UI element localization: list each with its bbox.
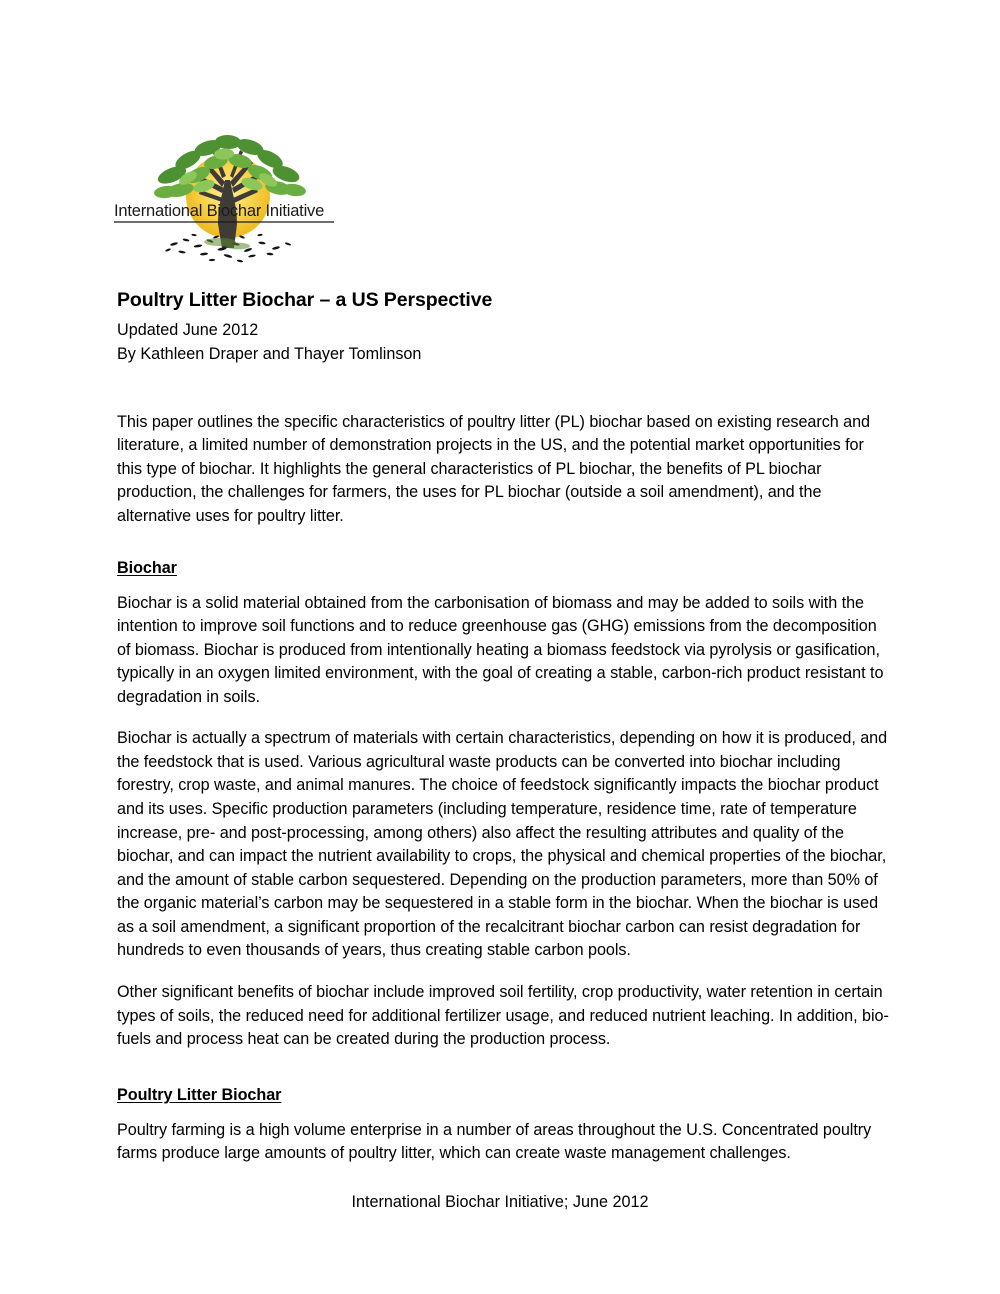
section-heading-biochar: Biochar bbox=[117, 558, 177, 577]
updated-date: Updated June 2012 bbox=[117, 321, 259, 340]
biochar-paragraph-3: Other significant benefits of biochar include improved soil fertility, crop productivity, water retention in certain types of soils, the reduced need for additional fertilizer usage, and reduced nutrient leaching. In addition, bio-fuels and process heat can be created during the production process. bbox=[117, 982, 889, 1049]
biochar-paragraph-2: Biochar is actually a spectrum of materials with certain characteristics, depending on how it is produced, and the feedstock that is used. Various agricultural waste products can be converted into biochar including forestry, crop waste, and animal manures. The choice of feedstock significantly impacts the biochar product and its uses. Specific production parameters (including temperature, residence time, rate of temperature increase, pre- and post-processing, among others) also affect the resulting attributes and quality of the biochar, and can impact the nutrient availability to crops, the physical and chemical properties of the biochar, and the amount of stable carbon sequestered. Depending on the production parameters, more than 50% of the organic material’s carbon may be sequestered in a stable form in the biochar. When the biochar is used as a soil amendment, a significant proportion of the recalcitrant biochar carbon can resist degradation for hundreds to even thousands of years, thus creating stable carbon pools. bbox=[117, 729, 888, 960]
intro-paragraph: This paper outlines the specific characteristics of poultry litter (PL) biochar based on existing research and literature, a limited number of demonstration projects in the US, and the potential market opportunities for this type of biochar. It highlights the general characteristics of PL biochar, the benefits of PL biochar production, the challenges for farmers, the uses for PL biochar (outside a soil amendment), and the alternative uses for poultry litter. bbox=[117, 412, 870, 525]
page-title: Poultry Litter Biochar – a US Perspective bbox=[117, 289, 493, 311]
ibi-tree-logo-icon bbox=[112, 120, 342, 265]
section-heading-poultry-litter-biochar: Poultry Litter Biochar bbox=[117, 1085, 282, 1104]
poultry-litter-paragraph-1: Poultry farming is a high volume enterprise in a number of areas throughout the U.S. Concentrated poultry farms produce large amounts of poultry litter, which can create waste management challenges. bbox=[117, 1120, 872, 1163]
page-footer: International Biochar Initiative; June 2012 bbox=[351, 1193, 649, 1211]
section-poultry-litter-biochar bbox=[117, 1086, 889, 1166]
document-body bbox=[117, 288, 889, 1166]
section-biochar bbox=[117, 559, 889, 1052]
authors-line: By Kathleen Draper and Thayer Tomlinson bbox=[117, 345, 422, 364]
logo-wordmark: International Biochar Initiative bbox=[114, 202, 325, 220]
intro-section bbox=[117, 411, 889, 529]
biochar-paragraph-1: Biochar is a solid material obtained from the carbonisation of biomass and may be added to soils with the intention to improve soil functions and to reduce greenhouse gas (GHG) emissions from the decomposition of biomass. Biochar is produced from intentionally heating a biomass feedstock via pyrolysis or gasification, typically in an oxygen limited environment, with the goal of creating a stable, carbon-rich product resistant to degradation in soils. bbox=[117, 593, 884, 706]
organization-logo bbox=[112, 120, 342, 265]
